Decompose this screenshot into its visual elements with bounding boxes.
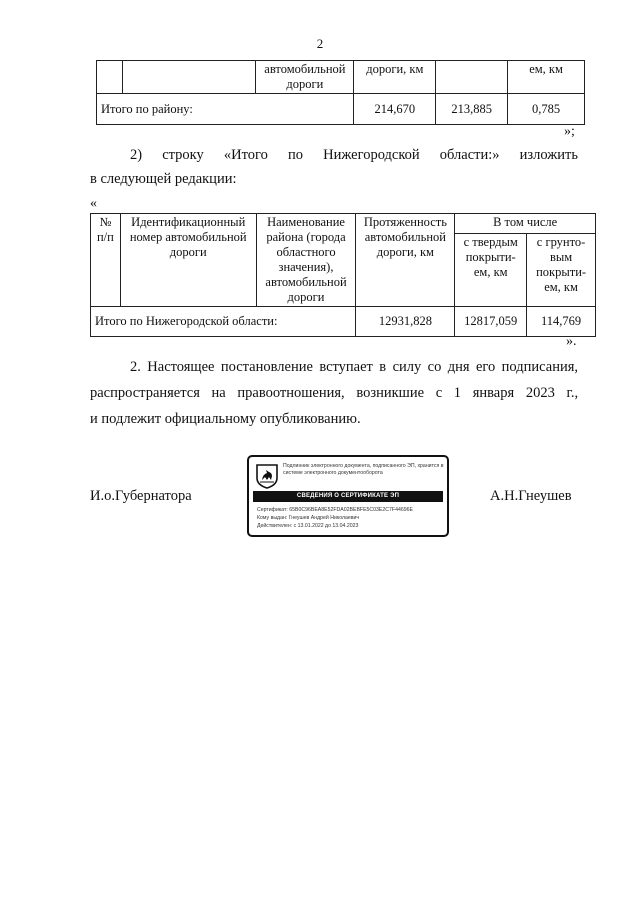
word: 1: [453, 385, 462, 401]
certificate-number: Сертификат: 65B0C96BEA8E52FDA02BEBFE5C03E2C7F44696E: [257, 507, 413, 513]
word: строку: [162, 147, 204, 163]
opening-quote: «: [90, 196, 97, 211]
certificate-owner: Кому выдан: Гнеушев Андрей Николаевич: [257, 515, 360, 521]
table-row-total: [97, 94, 585, 125]
word: в: [379, 359, 387, 375]
table-row: [97, 61, 585, 94]
word: «Итого: [223, 147, 268, 163]
signatory-title: И.о.Губернатора: [90, 488, 192, 504]
header-num: № п/п: [91, 214, 121, 307]
total-label: Итого по району:: [97, 94, 354, 125]
total-length: 214,670: [354, 94, 436, 125]
road-table-continuation: [96, 60, 585, 125]
paragraph-2-line-3: и подлежит официальному опубликованию.: [90, 411, 361, 427]
word: 2023: [525, 385, 555, 401]
paragraph-1-line-2: в следующей редакции:: [90, 171, 237, 187]
word: на: [211, 385, 226, 401]
header-soil: с грунто-вым покрыти-ем, км: [527, 234, 596, 307]
word: распространяется: [90, 385, 200, 401]
word: его: [475, 359, 496, 375]
header-hard: с твердым покрыти-ем, км: [455, 234, 527, 307]
word: изложить: [519, 147, 578, 163]
closing-quote: »;: [564, 124, 575, 139]
word: области:»: [439, 147, 500, 163]
word: силу: [392, 359, 422, 375]
word: со: [427, 359, 442, 375]
word: с: [435, 385, 443, 401]
word: Настоящее: [147, 359, 215, 375]
paragraph-2-line-1: [90, 355, 578, 379]
stamp-banner: СВЕДЕНИЯ О СЕРТИФИКАТЕ ЭП: [253, 491, 443, 502]
total-hard: 12817,059: [455, 307, 527, 337]
word: по: [287, 147, 303, 163]
header-group: В том числе: [455, 214, 596, 234]
closing-quote: ».: [566, 334, 577, 349]
header-id: Идентификационный номер автомобильной дороги: [120, 214, 256, 307]
word: Нижегородской: [323, 147, 420, 163]
word: 2): [130, 147, 143, 163]
signatory-name: А.Н.Гнеушев: [490, 488, 572, 504]
word: возникшие: [356, 385, 425, 401]
word: января: [472, 385, 515, 401]
header-length: Протяженность автомобильной дороги, км: [356, 214, 455, 307]
header-name: Наименование района (города областного значения), автомобильной дороги: [256, 214, 356, 307]
word: правоотношения,: [237, 385, 345, 401]
table-cell: автомобильной дороги: [256, 61, 354, 94]
table-cell: ем, км: [508, 61, 585, 94]
word: дня: [447, 359, 470, 375]
table-cell: [436, 61, 508, 94]
header-row: [91, 214, 596, 234]
word: постановление: [220, 359, 313, 375]
word: подписания,: [501, 359, 579, 375]
paragraph-2-line-2: [90, 381, 578, 405]
total-soil: 0,785: [508, 94, 585, 125]
total-length: 12931,828: [356, 307, 455, 337]
road-table-main: [90, 213, 596, 337]
digital-signature-stamp: [247, 455, 449, 537]
paragraph-1-line-1: [90, 143, 578, 167]
total-label: Итого по Нижегородской области:: [91, 307, 356, 337]
total-hard: 213,885: [436, 94, 508, 125]
table-row-total: [91, 307, 596, 337]
table-cell: [122, 61, 255, 94]
coat-of-arms-icon: [255, 463, 279, 489]
total-soil: 114,769: [527, 307, 596, 337]
word: 2.: [130, 359, 141, 375]
word: вступает: [319, 359, 373, 375]
table-cell: дороги, км: [354, 61, 436, 94]
table-cell: [97, 61, 123, 94]
word: г.,: [566, 385, 579, 401]
certificate-validity: Действителен: с 13.01.2022 до 13.04.2023: [257, 523, 359, 529]
stamp-header: Подлинник электронного документа, подписанного ЭП, хранится в системе электронного документооборота: [283, 463, 444, 476]
page-number: 2: [316, 36, 324, 51]
